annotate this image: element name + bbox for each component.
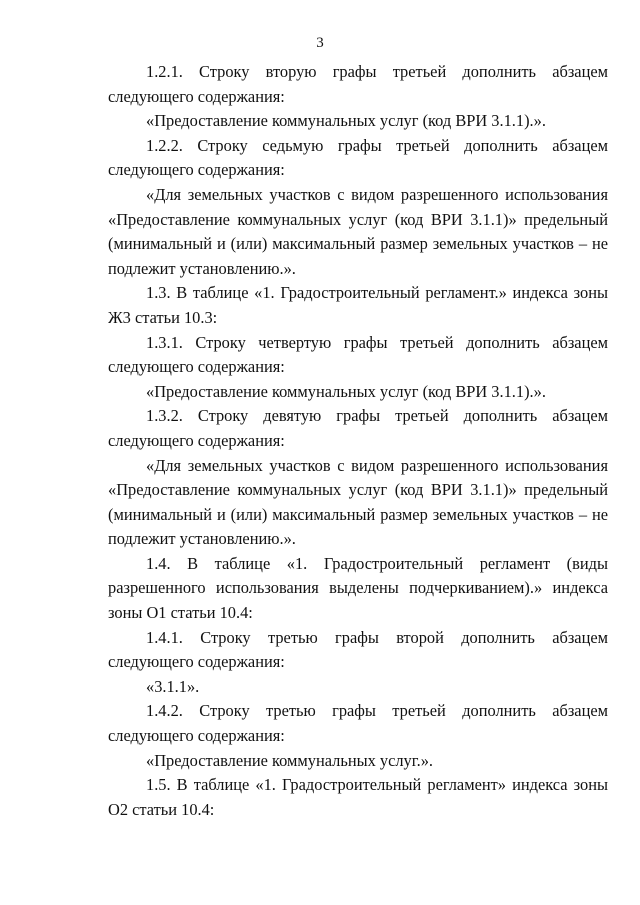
paragraph-quote-land-plots-2: «Для земельных участков с видом разрешенного использования «Предоставление коммунальных услуг (код ВРИ 3.1.1)» предельный (минимальный и (или) максимальный размер земельных участков – не подлежит установлению.». (108, 455, 608, 549)
paragraph-1-2-1: 1.2.1. Строку вторую графы третьей дополнить абзацем следующего содержания: (108, 62, 608, 106)
document-body (108, 60, 608, 822)
paragraph-1-3-2: 1.3.2. Строку девятую графы третьей дополнить абзацем следующего содержания: (108, 406, 608, 450)
paragraph-1-4: 1.4. В таблице «1. Градостроительный регламент (виды разрешенного использования выделены подчеркиванием).» индекса зоны О1 статьи 10.4: (108, 553, 608, 623)
paragraph-quote-land-plots-1: «Для земельных участков с видом разрешенного использования «Предоставление коммунальных услуг (код ВРИ 3.1.1)» предельный (минимальный и (или) максимальный размер земельных участков – не подлежит установлению.». (108, 184, 608, 278)
paragraph-1-5: 1.5. В таблице «1. Градостроительный регламент» индекса зоны О2 статьи 10.4: (108, 775, 608, 819)
paragraph-quote-utilities-1: «Предоставление коммунальных услуг (код ВРИ 3.1.1).». (146, 111, 546, 131)
paragraph-1-3: 1.3. В таблице «1. Градостроительный регламент.» индекса зоны Ж3 статьи 10.3: (108, 283, 608, 327)
page-number: 3 (316, 35, 324, 51)
paragraph-1-2-2: 1.2.2. Строку седьмую графы третьей дополнить абзацем следующего содержания: (108, 135, 608, 180)
paragraph-quote-utilities-3: «Предоставление коммунальных услуг.». (146, 750, 434, 770)
paragraph-1-3-1: 1.3.1. Строку четвертую графы третьей дополнить абзацем следующего содержания: (108, 332, 608, 377)
paragraph-1-4-2: 1.4.2. Строку третью графы третьей дополнить абзацем следующего содержания: (108, 701, 608, 746)
paragraph-quote-code: «3.1.1». (146, 676, 200, 696)
paragraph-1-4-1: 1.4.1. Строку третью графы второй дополнить абзацем следующего содержания: (108, 627, 608, 672)
paragraph-quote-utilities-2: «Предоставление коммунальных услуг (код ВРИ 3.1.1).». (146, 381, 546, 401)
